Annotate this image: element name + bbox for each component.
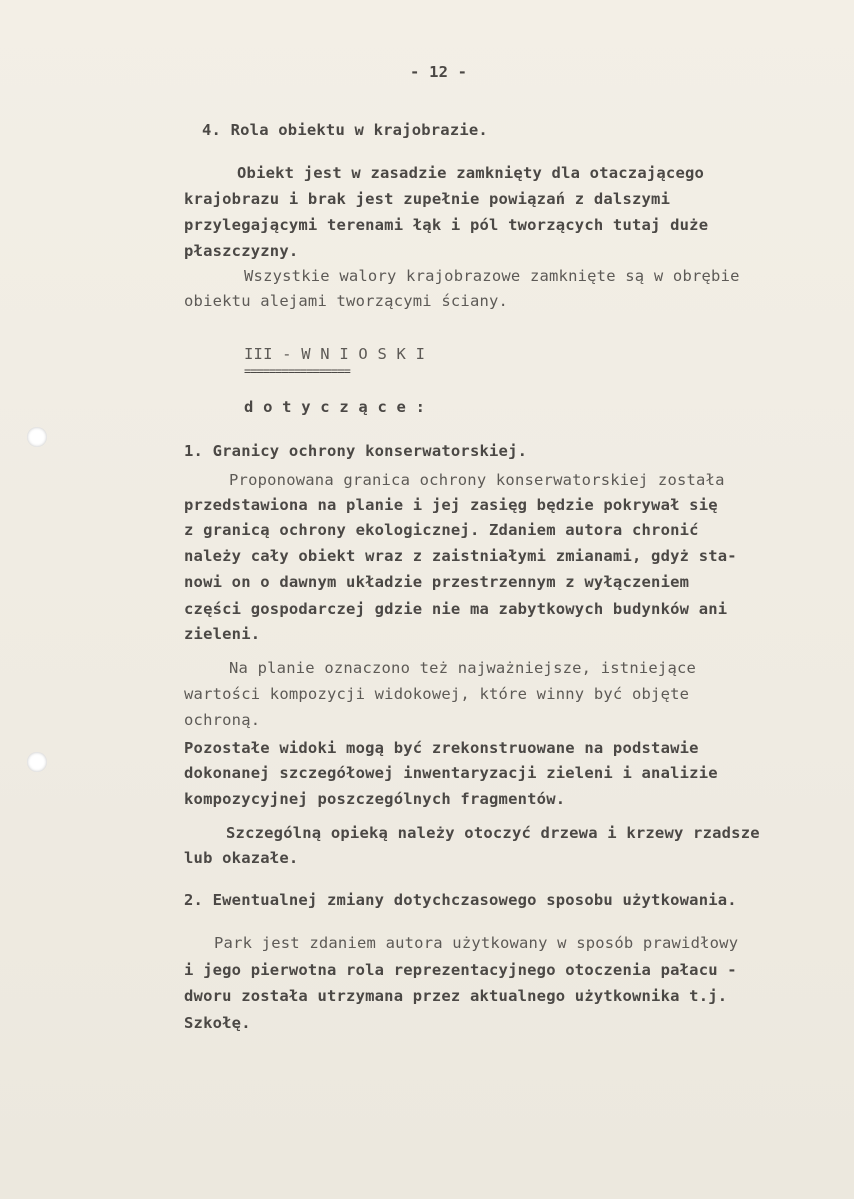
paragraph-line: Wszystkie walory krajobrazowe zamknięte są w obrębie <box>244 267 740 285</box>
paragraph-line: Obiekt jest w zasadzie zamknięty dla otaczającego <box>237 164 705 182</box>
paragraph-line: przylegającymi terenami łąk i pól tworzących tutaj duże <box>184 216 709 234</box>
section-heading: 4. Rola obiektu w krajobrazie. <box>202 121 488 139</box>
paragraph-line: przedstawiona na planie i jej zasięg będzie pokrywał się <box>184 496 718 514</box>
paragraph-line: dworu została utrzymana przez aktualnego użytkownika t.j. <box>184 987 728 1005</box>
paragraph-line: części gospodarczej gdzie nie ma zabytkowych budynków ani <box>184 600 728 618</box>
paragraph-line: należy cały obiekt wraz z zaistniałymi zmianami, gdyż sta- <box>184 547 737 565</box>
paragraph-line: z granicą ochrony ekologicznej. Zdaniem autora chronić <box>184 521 699 539</box>
paragraph-line: dokonanej szczegółowej inwentaryzacji zieleni i analizie <box>184 764 718 782</box>
chapter-heading-underline: ================= <box>244 364 350 378</box>
paragraph-line: nowi on o dawnym układzie przestrzennym z wyłączeniem <box>184 573 690 591</box>
page-number: - 12 - <box>410 63 468 81</box>
punch-hole-bottom <box>27 752 47 772</box>
item-heading: 2. Ewentualnej zmiany dotychczasowego sposobu użytkowania. <box>184 891 737 909</box>
paragraph-line: wartości kompozycji widokowej, które winny być objęte <box>184 685 690 703</box>
paragraph-line: Proponowana granica ochrony konserwatorskiej została <box>229 471 725 489</box>
paragraph-line: zieleni. <box>184 625 261 643</box>
paragraph-line: płaszczyzny. <box>184 242 299 260</box>
paragraph-line: Na planie oznaczono też najważniejsze, istniejące <box>229 659 697 677</box>
punch-hole-top <box>27 427 47 447</box>
paragraph-line: Szkołę. <box>184 1014 251 1032</box>
item-heading: 1. Granicy ochrony konserwatorskiej. <box>184 442 528 460</box>
paragraph-line: lub okazałe. <box>184 849 299 867</box>
paragraph-line: kompozycyjnej poszczególnych fragmentów. <box>184 790 566 808</box>
paragraph-line: Park jest zdaniem autora użytkowany w sposób prawidłowy <box>214 934 739 952</box>
chapter-heading: III - W N I O S K I <box>244 345 426 363</box>
paragraph-line: Pozostałe widoki mogą być zrekonstruowane na podstawie <box>184 739 699 757</box>
paragraph-line: krajobrazu i brak jest zupełnie powiązań z dalszymi <box>184 190 671 208</box>
paragraph-line: obiektu alejami tworzącymi ściany. <box>184 292 509 310</box>
chapter-subheading: d o t y c z ą c e : <box>244 398 426 416</box>
paragraph-line: i jego pierwotna rola reprezentacyjnego otoczenia pałacu - <box>184 961 737 979</box>
paragraph-line: ochroną. <box>184 711 261 729</box>
paragraph-line: Szczególną opieką należy otoczyć drzewa i krzewy rzadsze <box>226 824 760 842</box>
